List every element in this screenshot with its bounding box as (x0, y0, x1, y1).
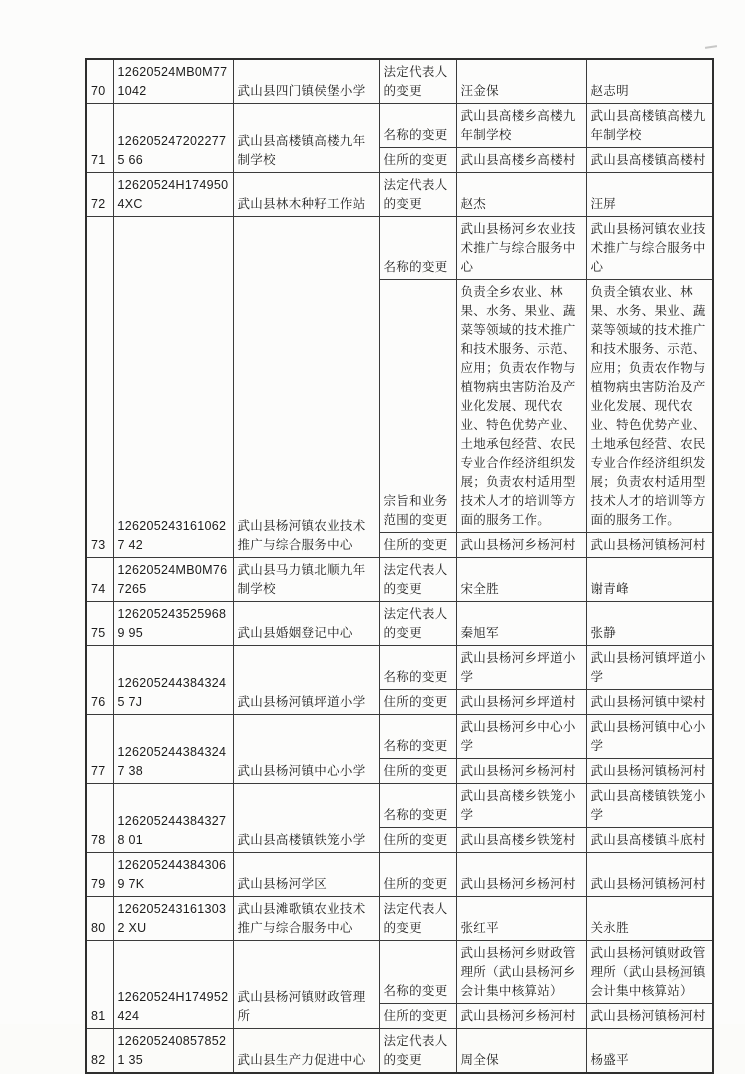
before-value-cell: 武山县杨河乡财政管理所（武山县杨河乡会计集中核算站） (456, 941, 586, 1004)
org-code-cell: 1262052431610627 42 (113, 217, 233, 558)
before-value-cell: 负责全乡农业、林果、水务、果业、蔬菜等领域的技术推广和技术服务、示范、应用；负责农作物与植物病虫害防治及产业化发展、现代农业、特色优势产业、土地承包经营、农民专业合作经济组织发展；负责农村适用型技术人才的培训等方面的服务工作。 (456, 280, 586, 533)
org-name-cell: 武山县杨河镇财政管理所 (233, 941, 379, 1029)
org-code-cell: 12620524H174952 424 (113, 941, 233, 1029)
after-value-cell: 赵志明 (586, 59, 713, 104)
change-type-cell: 住所的变更 (379, 533, 456, 558)
change-type-cell: 住所的变更 (379, 853, 456, 897)
org-name-cell: 武山县杨河镇中心小学 (233, 715, 379, 784)
table-row (86, 715, 713, 759)
row-number-cell: 72 (86, 173, 113, 217)
before-value-cell: 秦旭军 (456, 602, 586, 646)
before-value-cell: 武山县杨河乡杨河村 (456, 759, 586, 784)
after-value-cell: 张静 (586, 602, 713, 646)
org-name-cell: 武山县高楼镇铁笼小学 (233, 784, 379, 853)
after-value-cell: 武山县杨河镇杨河村 (586, 1004, 713, 1029)
org-name-cell: 武山县四门镇侯堡小学 (233, 59, 379, 104)
before-value-cell: 宋全胜 (456, 558, 586, 602)
after-value-cell: 武山县杨河镇杨河村 (586, 533, 713, 558)
before-value-cell: 周全保 (456, 1029, 586, 1074)
after-value-cell: 武山县杨河镇农业技术推广与综合服务中心 (586, 217, 713, 280)
table-row (86, 602, 713, 646)
change-type-cell: 宗旨和业务范围的变更 (379, 280, 456, 533)
before-value-cell: 武山县杨河乡中心小学 (456, 715, 586, 759)
before-value-cell: 张红平 (456, 897, 586, 941)
change-type-cell: 住所的变更 (379, 759, 456, 784)
table-row (86, 646, 713, 690)
row-number-cell: 71 (86, 104, 113, 173)
table-row (86, 217, 713, 280)
after-value-cell: 武山县杨河镇杨河村 (586, 853, 713, 897)
row-number-cell: 75 (86, 602, 113, 646)
org-name-cell: 武山县杨河镇农业技术推广与综合服务中心 (233, 217, 379, 558)
org-code-cell: 12620524MB0M77 1042 (113, 59, 233, 104)
before-value-cell: 武山县杨河乡杨河村 (456, 533, 586, 558)
after-value-cell: 武山县杨河镇杨河村 (586, 759, 713, 784)
before-value-cell: 赵杰 (456, 173, 586, 217)
row-number-cell: 81 (86, 941, 113, 1029)
after-value-cell: 汪屏 (586, 173, 713, 217)
org-name-cell: 武山县滩歌镇农业技术推广与综合服务中心 (233, 897, 379, 941)
change-type-cell: 名称的变更 (379, 217, 456, 280)
org-name-cell: 武山县林木种籽工作站 (233, 173, 379, 217)
change-type-cell: 名称的变更 (379, 941, 456, 1004)
org-name-cell: 武山县生产力促进中心 (233, 1029, 379, 1074)
after-value-cell: 武山县高楼镇斗底村 (586, 828, 713, 853)
after-value-cell: 武山县高楼镇铁笼小学 (586, 784, 713, 828)
org-name-cell: 武山县高楼镇高楼九年制学校 (233, 104, 379, 173)
before-value-cell: 武山县杨河乡杨河村 (456, 1004, 586, 1029)
before-value-cell: 武山县杨河乡坪道小学 (456, 646, 586, 690)
before-value-cell: 武山县杨河乡坪道村 (456, 690, 586, 715)
table-body (86, 59, 713, 1073)
row-number-cell: 82 (86, 1029, 113, 1074)
table-row (86, 173, 713, 217)
table-row (86, 897, 713, 941)
change-type-cell: 法定代表人的变更 (379, 173, 456, 217)
change-type-cell: 住所的变更 (379, 828, 456, 853)
table-row (86, 59, 713, 104)
before-value-cell: 武山县杨河乡农业技术推广与综合服务中心 (456, 217, 586, 280)
row-number-cell: 70 (86, 59, 113, 104)
row-number-cell: 78 (86, 784, 113, 853)
scan-artifact-dash (705, 45, 717, 49)
change-type-cell: 法定代表人的变更 (379, 59, 456, 104)
change-type-cell: 名称的变更 (379, 715, 456, 759)
after-value-cell: 杨盛平 (586, 1029, 713, 1074)
change-type-cell: 住所的变更 (379, 690, 456, 715)
org-code-cell: 1262052435259689 95 (113, 602, 233, 646)
org-code-cell: 1262052472022775 66 (113, 104, 233, 173)
change-type-cell: 名称的变更 (379, 784, 456, 828)
org-code-cell: 1262052443843069 7K (113, 853, 233, 897)
change-type-cell: 住所的变更 (379, 148, 456, 173)
before-value-cell: 武山县高楼乡铁笼村 (456, 828, 586, 853)
org-code-cell: 1262052408578521 35 (113, 1029, 233, 1074)
before-value-cell: 武山县杨河乡杨河村 (456, 853, 586, 897)
row-number-cell: 80 (86, 897, 113, 941)
before-value-cell: 武山县高楼乡铁笼小学 (456, 784, 586, 828)
org-code-cell: 1262052443843245 7J (113, 646, 233, 715)
table-row (86, 941, 713, 1004)
org-name-cell: 武山县杨河学区 (233, 853, 379, 897)
row-number-cell: 79 (86, 853, 113, 897)
after-value-cell: 武山县杨河镇财政管理所（武山县杨河镇会计集中核算站） (586, 941, 713, 1004)
after-value-cell: 武山县高楼镇高楼九年制学校 (586, 104, 713, 148)
change-type-cell: 住所的变更 (379, 1004, 456, 1029)
before-value-cell: 武山县高楼乡高楼九年制学校 (456, 104, 586, 148)
change-type-cell: 名称的变更 (379, 104, 456, 148)
row-number-cell: 76 (86, 646, 113, 715)
after-value-cell: 谢青峰 (586, 558, 713, 602)
org-code-cell: 1262052443843247 38 (113, 715, 233, 784)
org-name-cell: 武山县婚姻登记中心 (233, 602, 379, 646)
registration-change-table (85, 58, 714, 1074)
change-type-cell: 名称的变更 (379, 646, 456, 690)
after-value-cell: 武山县高楼镇高楼村 (586, 148, 713, 173)
table-row (86, 104, 713, 148)
after-value-cell: 武山县杨河镇坪道小学 (586, 646, 713, 690)
org-name-cell: 武山县马力镇北顺九年制学校 (233, 558, 379, 602)
change-type-cell: 法定代表人的变更 (379, 558, 456, 602)
change-type-cell: 法定代表人的变更 (379, 897, 456, 941)
table-row (86, 853, 713, 897)
row-number-cell: 77 (86, 715, 113, 784)
change-type-cell: 法定代表人的变更 (379, 602, 456, 646)
table-row (86, 784, 713, 828)
org-code-cell: 1262052443843278 01 (113, 784, 233, 853)
org-code-cell: 12620524MB0M76 7265 (113, 558, 233, 602)
before-value-cell: 武山县高楼乡高楼村 (456, 148, 586, 173)
after-value-cell: 武山县杨河镇中梁村 (586, 690, 713, 715)
change-type-cell: 法定代表人的变更 (379, 1029, 456, 1074)
after-value-cell: 负责全镇农业、林果、水务、果业、蔬菜等领域的技术推广和技术服务、示范、应用；负责农作物与植物病虫害防治及产业化发展、现代农业、特色优势产业、土地承包经营、农民专业合作经济组织发展；负责农村适用型技术人才的培训等方面的服务工作。 (586, 280, 713, 533)
before-value-cell: 汪金保 (456, 59, 586, 104)
org-code-cell: 12620524H174950 4XC (113, 173, 233, 217)
org-name-cell: 武山县杨河镇坪道小学 (233, 646, 379, 715)
table-row (86, 558, 713, 602)
after-value-cell: 关永胜 (586, 897, 713, 941)
org-code-cell: 1262052431613032 XU (113, 897, 233, 941)
row-number-cell: 73 (86, 217, 113, 558)
table-row (86, 1029, 713, 1074)
row-number-cell: 74 (86, 558, 113, 602)
after-value-cell: 武山县杨河镇中心小学 (586, 715, 713, 759)
